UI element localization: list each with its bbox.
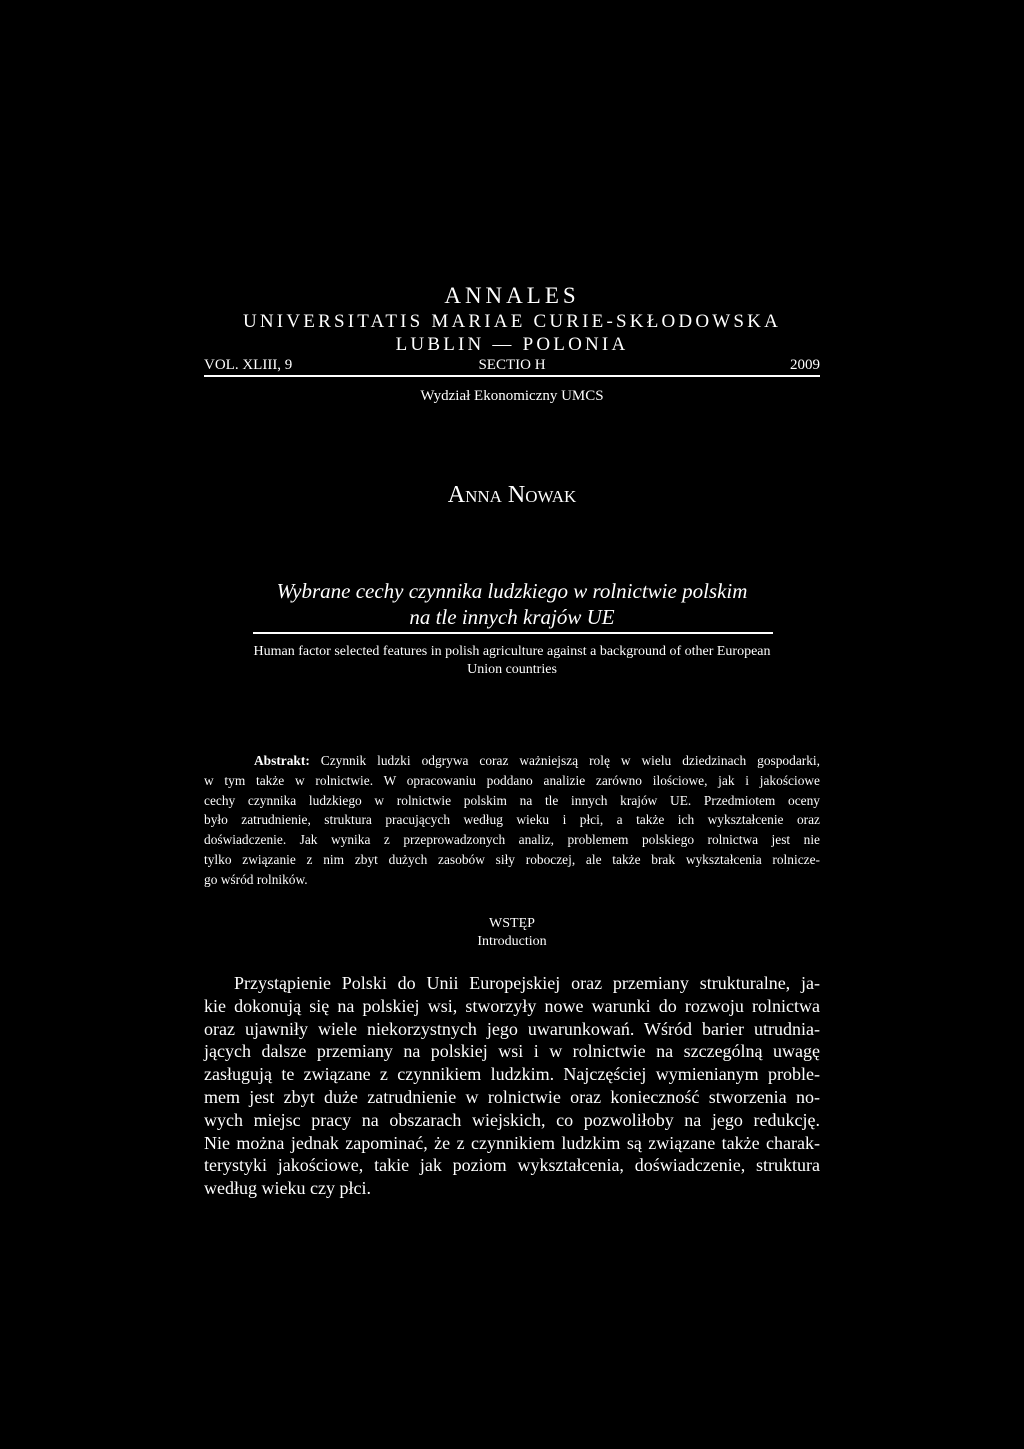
section-subheading: Introduction — [477, 934, 547, 949]
volume-row — [204, 356, 820, 374]
abstract-line: doświadczenie. Jak wynika z przeprowadzonych analiz, problemem polskiego rolnictwa jest nie — [204, 832, 820, 848]
volume-number: VOL. XLIII, 9 — [204, 357, 293, 373]
title-pl-line-1: Wybrane cechy czynnika ludzkiego w rolnictwie polskim — [276, 579, 748, 603]
body-line: zasługują te związane z czynnikiem ludzkim. Najczęściej wymienianym proble- — [204, 1064, 820, 1085]
abstract-line: cechy czynnika ludzkiego w rolnictwie polskim na tle innych krajów UE. Przedmiotem oceny — [204, 792, 820, 808]
body-line: wych miejsc pracy na obszarach wiejskich, co pozwoliłoby na jego redukcję. — [204, 1109, 820, 1130]
body-paragraph — [204, 972, 820, 1200]
body-line: mem jest zbyt duże zatrudnienie w rolnictwie oraz konieczność stworzenia no- — [204, 1086, 820, 1107]
body-line: Przystąpienie Polski do Unii Europejskiej oraz przemiany strukturalne, ja- — [234, 973, 820, 993]
title-pl-line-2: na tle innych krajów UE — [409, 605, 615, 629]
author-last-rest: owak — [525, 482, 577, 508]
abstract-line: tylko związanie z nim zbyt dużych zasobów siły roboczej, ale także brak wykształcenia rolnicze- — [204, 851, 820, 867]
body-line: kie dokonują się na polskiej wsi, stworzyły nowe warunki do rozwoju rolnictwa — [204, 995, 820, 1016]
section-heading: WSTĘP — [489, 916, 535, 931]
abstract — [204, 751, 820, 890]
title-rule — [253, 632, 773, 634]
university-name: UNIVERSITATIS MARIAE CURIE-SKŁODOWSKA — [242, 311, 782, 332]
journal-name: ANNALES — [444, 283, 580, 308]
abstract-line: go wśród rolników. — [204, 871, 308, 887]
body-line: według wieku czy płci. — [204, 1178, 371, 1199]
body-line: oraz ujawniły wiele niekorzystnych jego uwarunkowań. Wśród barier utrudnia- — [204, 1018, 820, 1039]
faculty-name: Wydział Ekonomiczny UMCS — [420, 388, 604, 404]
author-first-rest: nna — [465, 482, 502, 508]
abstract-line: Abstrakt: Czynnik ludzki odgrywa coraz ważniejszą rolę w wielu dziedzinach gospodarki, — [254, 753, 820, 768]
author-last-initial: N — [507, 482, 526, 508]
author-name — [0, 481, 1024, 509]
city-line: LUBLIN — POLONIA — [395, 334, 629, 355]
title-en-line-1: Human factor selected features in polish agriculture against a background of other European — [253, 644, 771, 659]
year: 2009 — [790, 357, 820, 373]
body-line: Nie można jednak zapominać, że z czynnikiem ludzkim są związane także charak- — [204, 1132, 820, 1153]
body-line: terystyki jakościowe, takie jak poziom wykształcenia, doświadczenie, struktura — [204, 1155, 820, 1176]
abstract-label: Abstrakt: — [254, 753, 310, 768]
body-line: jących dalsze przemiany na polskiej wsi i w rolnictwie na szczególną uwagę — [204, 1041, 820, 1062]
abstract-line: było zatrudnienie, struktura pracujących według wieku i płci, a także ich wykształcenie oraz — [204, 812, 820, 828]
title-en-line-2: Union countries — [467, 662, 557, 677]
masthead-rule — [204, 375, 820, 377]
sectio-label: SECTIO H — [478, 357, 546, 373]
abstract-line: w tym także w rolnictwie. W opracowaniu poddano analizie zarówno ilościowe, jak i jakościowe — [204, 772, 820, 788]
author-first-initial: A — [447, 482, 466, 508]
article-title-polish — [204, 578, 820, 630]
article-title-english — [204, 643, 820, 679]
